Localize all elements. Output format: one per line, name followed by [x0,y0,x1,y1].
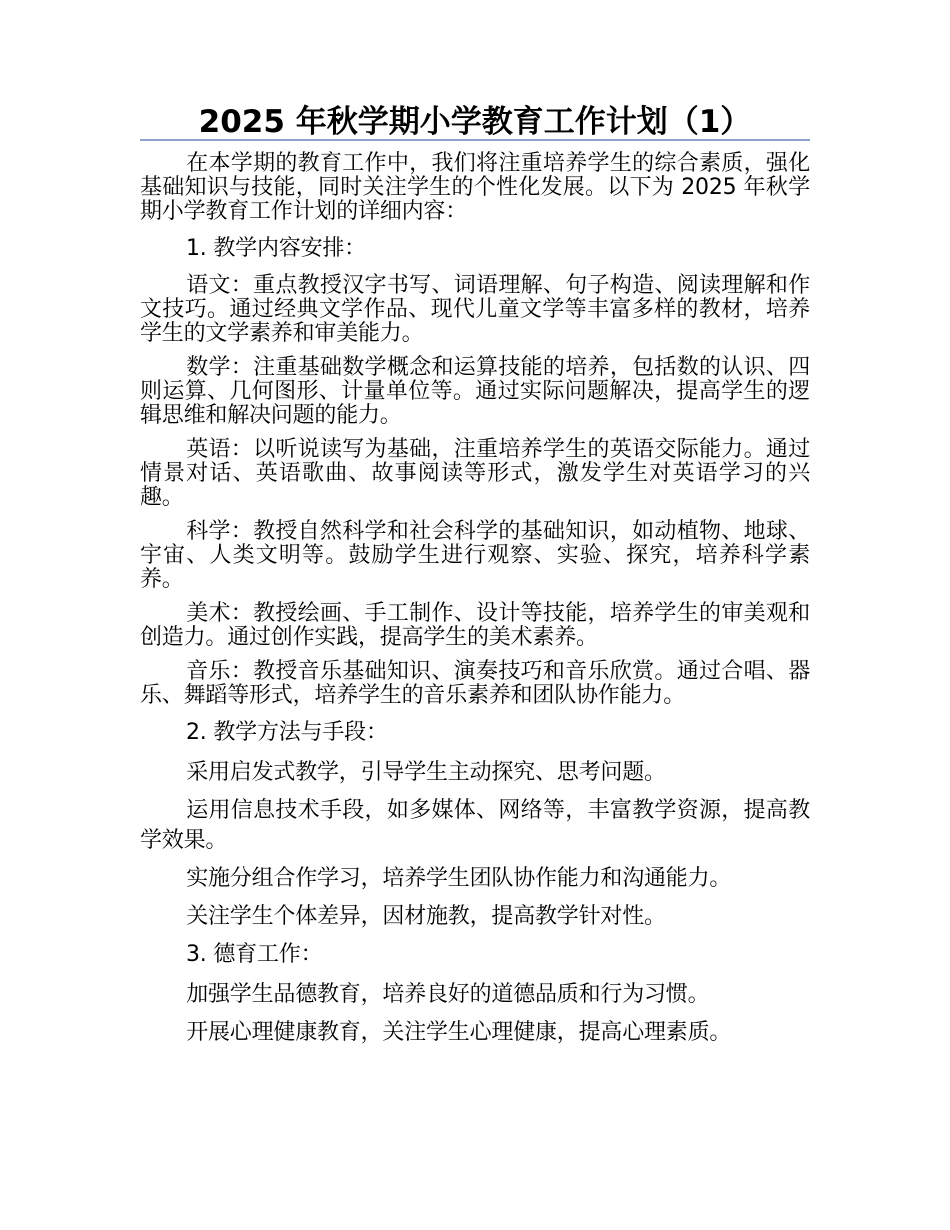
paragraph-chinese: 语文：重点教授汉字书写、词语理解、句子构造、阅读理解和作文技巧。通过经典文学作品、现代儿童文学等丰富多样的教材，培养学生的文学素养和审美能力。 [140,273,810,346]
document-title: 2025 年秋学期小学教育工作计划（1） [198,104,752,140]
intro-paragraph: 在本学期的教育工作中，我们将注重培养学生的综合素质，强化基础知识与技能，同时关注学生的个性化发展。以下为 2025 年秋学期小学教育工作计划的详细内容： [140,151,810,224]
paragraph-moral-character: 加强学生品德教育，培养良好的道德品质和行为习惯。 [186,982,710,1007]
section-teaching-methods [140,718,810,932]
section-moral-education [140,940,810,1048]
paragraph-math: 数学：注重基础数学概念和运算技能的培养，包括数的认识、四则运算、几何图形、计量单位等。通过实际问题解决，提高学生的逻辑思维和解决问题的能力。 [140,355,810,428]
paragraph-method-inquiry: 采用启发式教学，引导学生主动探究、思考问题。 [186,760,666,785]
paragraph-science: 科学：教授自然科学和社会科学的基础知识，如动植物、地球、宇宙、人类文明等。鼓励学生进行观察、实验、探究，培养科学素养。 [140,519,810,592]
document-body [140,152,810,1056]
section-teaching-content [140,234,810,708]
paragraph-music: 音乐：教授音乐基础知识、演奏技巧和音乐欣赏。通过合唱、器乐、舞蹈等形式，培养学生的音乐素养和团队协作能力。 [140,659,810,708]
paragraph-method-individual: 关注学生个体差异，因材施教，提高教学针对性。 [186,904,666,929]
paragraph-mental-health: 开展心理健康教育，关注学生心理健康，提高心理素质。 [186,1020,732,1045]
paragraph-art: 美术：教授绘画、手工制作、设计等技能，培养学生的审美观和创造力。通过创作实践，提高学生的美术素养。 [140,601,810,650]
paragraph-english: 英语：以听说读写为基础，注重培养学生的英语交际能力。通过情景对话、英语歌曲、故事阅读等形式，激发学生对英语学习的兴趣。 [140,437,810,510]
section-heading: 1. 教学内容安排： [186,236,366,261]
paragraph-method-group: 实施分组合作学习，培养学生团队协作能力和沟通能力。 [186,866,732,891]
section-heading: 3. 德育工作： [186,942,323,967]
title-underline [140,139,810,141]
paragraph-method-technology: 运用信息技术手段，如多媒体、网络等，丰富教学资源，提高教学效果。 [140,798,810,853]
section-heading: 2. 教学方法与手段： [186,720,388,745]
